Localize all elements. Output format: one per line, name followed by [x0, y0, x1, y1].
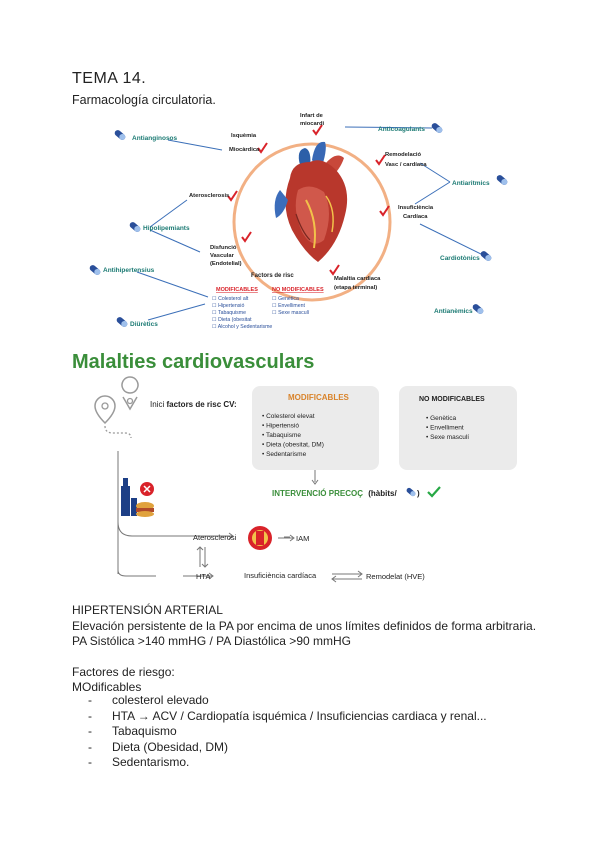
no-modificables-item: • Envelliment — [426, 424, 464, 432]
flow-insuficiencia: Insuficiència cardíaca — [244, 571, 317, 580]
pill-icon — [479, 250, 492, 262]
check-icon — [228, 191, 237, 200]
check-icon — [330, 265, 339, 274]
no-modificables-title: NO MODIFICABLES — [419, 396, 485, 403]
stage-isquemia-l2: Miocàrdica — [229, 147, 260, 153]
pill-icon — [495, 174, 508, 186]
bottle-food-icon — [121, 478, 154, 517]
stage-infart-l1: Infart de — [300, 113, 323, 119]
pill-icon — [128, 221, 141, 233]
risk-nomod-item: ☐ Sexe masculí — [272, 310, 310, 316]
flow-iam: IAM — [296, 534, 310, 543]
stage-isquemia-l1: Isquèmia — [231, 133, 257, 139]
modificables-item: • Sedentarisme — [262, 451, 307, 458]
stage-disfuncio-l3: (Endotelial) — [210, 261, 242, 267]
intervencio-label: INTERVENCIÓ PRECOÇ — [272, 489, 363, 498]
list-dash: - — [88, 724, 92, 738]
flow-aterosclerosi: Aterosclerosi — [193, 533, 237, 542]
pill-icon — [113, 129, 126, 141]
pill-icon — [430, 122, 443, 134]
pill-icon — [471, 303, 484, 315]
list-item-text: Tabaquismo — [112, 724, 177, 738]
list-item — [88, 693, 487, 709]
stage-disfuncio-l2: Vascular — [210, 253, 234, 259]
stage-remodelacio-l2: Vasc / cardíaca — [385, 162, 427, 168]
stage-insuf-l1: Insuficiència — [398, 205, 434, 211]
list-item-text: Dieta (Obesidad, DM) — [112, 739, 229, 754]
list-dash: - — [88, 708, 92, 723]
drug-anticoagulants: Anticoagulants — [378, 126, 425, 133]
list-dash: - — [88, 755, 92, 769]
inici-bold: factors de risc CV: — [166, 400, 237, 409]
flow-lines — [118, 522, 362, 582]
list-item-text: HTA → ACV / Cardiopatía isquémica / Insuficiencias cardiaca y renal... — [112, 708, 487, 723]
risk-factor-list — [88, 693, 487, 771]
stage-infart-l2: miocardi — [300, 121, 325, 127]
artery-icon — [248, 526, 272, 550]
list-item-text: Sedentarismo. — [112, 755, 190, 769]
modificables-title: MODIFICABLES — [288, 393, 349, 402]
drug-diuretics: Diürètics — [130, 321, 158, 328]
pill-icon — [88, 264, 101, 276]
flow-remodelat: Remodelat (HVE) — [366, 572, 425, 581]
page-title: TEMA 14. — [72, 70, 147, 87]
drug-antihipertensius: Antihipertensius — [103, 267, 155, 274]
svg-text:Inici factors de risc CV: — [150, 400, 237, 409]
no-modificables-item: • Genètica — [426, 415, 457, 422]
modificables-item: • Colesterol elevat — [262, 413, 315, 420]
drug-antianginosos: Antianginosos — [132, 135, 178, 142]
definition-line: Elevación persistente de la PA por encima de unos límites definidos de forma arbitraria. — [72, 619, 537, 633]
svg-text:INTERVENCIÓ PRECOÇ (hàbits — [272, 489, 397, 498]
list-item — [88, 709, 487, 725]
modificables-item: • Tabaquisme — [262, 432, 302, 439]
green-check-icon — [428, 487, 440, 496]
pill-icon — [406, 487, 417, 497]
list-dash: - — [88, 693, 92, 707]
drug-antianemics: Antianèmics — [434, 308, 473, 315]
stage-remodelacio-l1: Remodelació — [385, 152, 422, 158]
section-heading: HIPERTENSIÓN ARTERIAL — [72, 603, 223, 617]
pill-icon — [115, 316, 128, 328]
drug-hipolipemiants: Hipolipemiants — [143, 225, 190, 232]
list-dash: - — [88, 739, 92, 754]
intervencio-close: ) — [417, 489, 420, 498]
page-subtitle: Farmacología circulatoria. — [72, 93, 216, 107]
list-item — [88, 740, 487, 756]
modificables-item: • Hipertensió — [262, 422, 299, 430]
stage-aterosclerosi: Aterosclerosis — [189, 193, 230, 199]
list-item-text: colesterol elevado — [112, 693, 209, 707]
stage-malaltia-l1: Malaltia cardiaca — [334, 276, 381, 282]
check-icon — [258, 143, 267, 152]
risk-mod-title: MODIFICABLES — [216, 287, 258, 293]
risk-mod-item: ☐ Colesterol alt — [212, 296, 249, 302]
modificables-item: • Dieta (obesitat, DM) — [262, 441, 324, 449]
no-modificables-item: • Sexe masculí — [426, 434, 470, 441]
diagram2-title: Malalties cardiovasculars — [72, 351, 315, 373]
heart-illustration — [275, 142, 347, 262]
risk-nomod-item: ☐ Envelliment — [272, 303, 305, 309]
location-pins-icon — [95, 377, 138, 438]
risk-nomod-item: ☐ Genètica — [272, 296, 299, 302]
check-icon — [242, 232, 251, 241]
inici-prefix: Inici — [150, 400, 167, 409]
risk-nomod-title: NO MODIFICABLES — [272, 287, 324, 293]
risk-mod-item: ☐ Hipertensió — [212, 303, 245, 309]
risk-mod-item: ☐ Dieta (obesitat — [212, 317, 252, 323]
stage-malaltia-l2: (etapa terminal) — [334, 285, 378, 291]
list-item — [88, 724, 487, 740]
risk-mod-item: ☐ Alcohol y Sedentarisme — [212, 324, 273, 330]
check-icon — [376, 155, 385, 164]
stage-insuf-l2: Cardíaca — [403, 214, 428, 220]
intervencio-suffix: (hàbits/ — [368, 489, 397, 498]
modificables-heading: MOdificables — [72, 680, 142, 694]
stage-disfuncio-l1: Disfunció — [210, 245, 237, 251]
flow-hta: HTA — [196, 572, 211, 581]
drug-antiaritmics: Antiaritmics — [452, 180, 490, 187]
list-item — [88, 755, 487, 771]
pa-values-line: PA Sistólica >140 mmHG / PA Diastólica >90 mmHG — [72, 634, 351, 648]
drug-cardiotonics: Cardiotònics — [440, 255, 480, 262]
risk-title: Factors de risc — [251, 273, 294, 279]
factores-heading: Factores de riesgo: — [72, 665, 175, 679]
risk-mod-item: ☐ Tabaquisme — [212, 310, 246, 316]
